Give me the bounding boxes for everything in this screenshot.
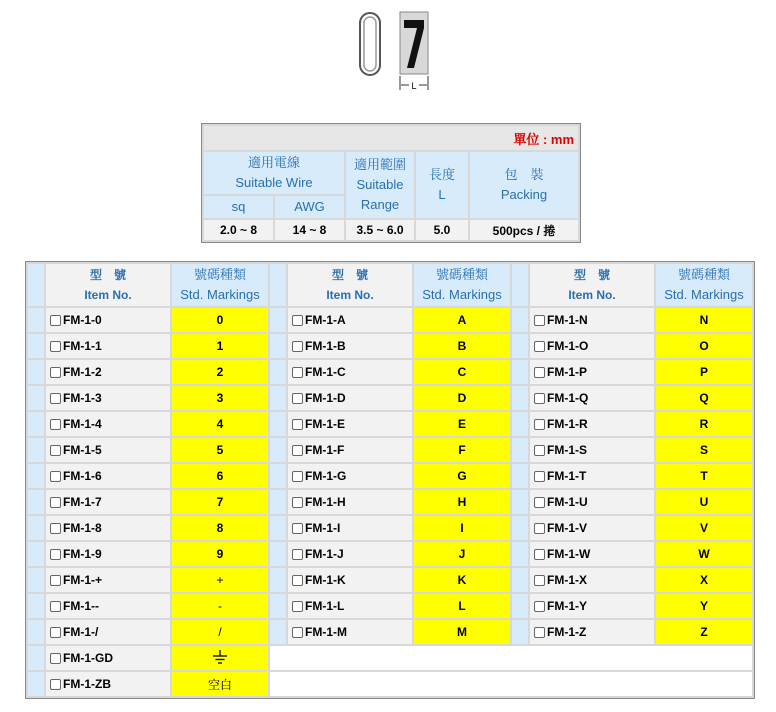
item-no-label: FM-1-6 bbox=[63, 469, 102, 483]
item-no-label: FM-1-3 bbox=[63, 391, 102, 405]
row-side-cell bbox=[512, 386, 528, 410]
item-checkbox[interactable] bbox=[292, 601, 303, 612]
item-no-label: FM-1-V bbox=[547, 521, 587, 535]
packing-header: 包 裝 Packing bbox=[470, 152, 578, 218]
marking-cell: J bbox=[414, 542, 510, 566]
marking-cell: Y bbox=[656, 594, 752, 618]
ground-symbol-icon bbox=[211, 649, 229, 667]
item-checkbox[interactable] bbox=[534, 549, 545, 560]
row-side-cell bbox=[270, 308, 286, 332]
item-no-label: FM-1-W bbox=[547, 547, 591, 561]
std-markings-header: 號碼種類 Std. Markings bbox=[172, 264, 268, 306]
item-no-label: FM-1-M bbox=[305, 625, 347, 639]
row-side-cell bbox=[270, 568, 286, 592]
marking-cell: U bbox=[656, 490, 752, 514]
item-checkbox[interactable] bbox=[534, 341, 545, 352]
item-checkbox[interactable] bbox=[50, 523, 61, 534]
packing-value: 500pcs / 捲 bbox=[470, 220, 578, 240]
item-checkbox[interactable] bbox=[534, 601, 545, 612]
item-checkbox[interactable] bbox=[292, 445, 303, 456]
marking-cell: F bbox=[414, 438, 510, 462]
item-checkbox[interactable] bbox=[292, 549, 303, 560]
item-no-label: FM-1-B bbox=[305, 339, 346, 353]
item-no-label: FM-1-Y bbox=[547, 599, 587, 613]
row-side-cell bbox=[28, 516, 44, 540]
item-no-cell[interactable] bbox=[46, 672, 170, 696]
item-no-label: FM-1-D bbox=[305, 391, 346, 405]
row-side-cell bbox=[270, 516, 286, 540]
item-no-cell[interactable] bbox=[530, 464, 654, 488]
item-checkbox[interactable] bbox=[50, 445, 61, 456]
item-no-header: 型 號 Item No. bbox=[530, 264, 654, 306]
item-no-cell[interactable] bbox=[46, 386, 170, 410]
side-column-header bbox=[28, 264, 44, 306]
row-side-cell bbox=[28, 412, 44, 436]
item-no-cell[interactable] bbox=[46, 568, 170, 592]
item-no-label: FM-1-K bbox=[305, 573, 346, 587]
item-no-label: FM-1-G bbox=[305, 469, 347, 483]
suitable-wire-header: 適用電線 Suitable Wire bbox=[204, 152, 344, 194]
row-side-cell bbox=[28, 620, 44, 644]
item-no-label: FM-1-R bbox=[547, 417, 588, 431]
item-checkbox[interactable] bbox=[292, 497, 303, 508]
item-no-cell[interactable] bbox=[530, 620, 654, 644]
item-checkbox[interactable] bbox=[50, 497, 61, 508]
markings-header-row bbox=[28, 264, 752, 306]
table-row bbox=[28, 620, 752, 644]
dimension-label: L bbox=[411, 81, 417, 90]
item-no-label: FM-1-X bbox=[547, 573, 587, 587]
item-no-cell[interactable] bbox=[46, 516, 170, 540]
row-side-cell bbox=[28, 568, 44, 592]
sq-header: sq bbox=[204, 196, 273, 218]
item-checkbox[interactable] bbox=[50, 679, 61, 690]
marking-cell: 1 bbox=[172, 334, 268, 358]
row-side-cell bbox=[28, 386, 44, 410]
item-no-cell[interactable] bbox=[288, 516, 412, 540]
row-side-cell bbox=[28, 360, 44, 384]
item-no-label: FM-1-1 bbox=[63, 339, 102, 353]
item-no-cell[interactable] bbox=[288, 620, 412, 644]
marking-cell: 8 bbox=[172, 516, 268, 540]
item-checkbox[interactable] bbox=[534, 497, 545, 508]
side-column-header bbox=[270, 264, 286, 306]
item-checkbox[interactable] bbox=[50, 549, 61, 560]
item-no-cell[interactable] bbox=[530, 438, 654, 462]
table-row bbox=[28, 360, 752, 384]
marking-cell: 空白 bbox=[172, 672, 268, 696]
wire-marker-illustration bbox=[356, 10, 436, 90]
range-value: 3.5 ~ 6.0 bbox=[346, 220, 414, 240]
item-no-cell[interactable] bbox=[288, 334, 412, 358]
item-no-label: FM-1-S bbox=[547, 443, 587, 457]
item-no-header: 型 號 Item No. bbox=[288, 264, 412, 306]
item-no-cell[interactable] bbox=[46, 542, 170, 566]
row-side-cell bbox=[512, 594, 528, 618]
row-side-cell bbox=[512, 568, 528, 592]
marking-cell: E bbox=[414, 412, 510, 436]
item-no-cell[interactable] bbox=[46, 594, 170, 618]
item-no-cell[interactable] bbox=[288, 464, 412, 488]
table-row bbox=[28, 308, 752, 332]
row-side-cell bbox=[512, 542, 528, 566]
table-row bbox=[28, 672, 752, 696]
table-row bbox=[28, 490, 752, 514]
item-no-label: FM-1-GD bbox=[63, 651, 113, 665]
marking-cell: K bbox=[414, 568, 510, 592]
side-column-header bbox=[512, 264, 528, 306]
item-checkbox[interactable] bbox=[50, 627, 61, 638]
item-no-cell[interactable] bbox=[530, 412, 654, 436]
marking-cell: - bbox=[172, 594, 268, 618]
item-no-label: FM-1-J bbox=[305, 547, 344, 561]
item-no-label: FM-1-0 bbox=[63, 313, 102, 327]
item-no-cell[interactable] bbox=[46, 464, 170, 488]
row-side-cell bbox=[28, 490, 44, 514]
row-side-cell bbox=[28, 594, 44, 618]
row-side-cell bbox=[270, 360, 286, 384]
item-checkbox[interactable] bbox=[50, 601, 61, 612]
marking-cell: 3 bbox=[172, 386, 268, 410]
marking-cell: 4 bbox=[172, 412, 268, 436]
item-no-header: 型 號 Item No. bbox=[46, 264, 170, 306]
length-value: 5.0 bbox=[416, 220, 468, 240]
item-checkbox[interactable] bbox=[292, 341, 303, 352]
marking-cell: N bbox=[656, 308, 752, 332]
item-checkbox[interactable] bbox=[292, 523, 303, 534]
item-no-label: FM-1-Z bbox=[547, 625, 587, 639]
empty-area bbox=[270, 672, 752, 696]
item-no-label: FM-1-A bbox=[305, 313, 346, 327]
item-no-cell[interactable] bbox=[288, 542, 412, 566]
item-checkbox[interactable] bbox=[292, 627, 303, 638]
marking-cell: 5 bbox=[172, 438, 268, 462]
item-checkbox[interactable] bbox=[292, 419, 303, 430]
marking-cell bbox=[172, 646, 268, 670]
length-header: 長度 L bbox=[416, 152, 468, 218]
row-side-cell bbox=[270, 620, 286, 644]
item-no-cell[interactable] bbox=[530, 360, 654, 384]
row-side-cell bbox=[270, 542, 286, 566]
item-checkbox[interactable] bbox=[50, 341, 61, 352]
marking-cell: B bbox=[414, 334, 510, 358]
item-checkbox[interactable] bbox=[292, 367, 303, 378]
item-checkbox[interactable] bbox=[534, 575, 545, 586]
item-checkbox[interactable] bbox=[50, 367, 61, 378]
item-no-label: FM-1-ZB bbox=[63, 677, 111, 691]
row-side-cell bbox=[28, 672, 44, 696]
item-no-cell[interactable] bbox=[46, 490, 170, 514]
row-side-cell bbox=[512, 308, 528, 332]
item-checkbox[interactable] bbox=[534, 445, 545, 456]
item-no-label: FM-1-L bbox=[305, 599, 345, 613]
item-no-label: FM-1-7 bbox=[63, 495, 102, 509]
row-side-cell bbox=[270, 464, 286, 488]
sq-value: 2.0 ~ 8 bbox=[204, 220, 273, 240]
item-no-cell[interactable] bbox=[288, 594, 412, 618]
marking-cell: G bbox=[414, 464, 510, 488]
item-no-label: FM-1-4 bbox=[63, 417, 102, 431]
row-side-cell bbox=[28, 438, 44, 462]
item-no-cell[interactable] bbox=[288, 360, 412, 384]
item-no-cell[interactable] bbox=[46, 360, 170, 384]
awg-value: 14 ~ 8 bbox=[275, 220, 344, 240]
item-no-cell[interactable] bbox=[46, 334, 170, 358]
marking-cell: V bbox=[656, 516, 752, 540]
marking-cell: Z bbox=[656, 620, 752, 644]
unit-label: 單位 : mm bbox=[204, 126, 578, 150]
marking-cell: P bbox=[656, 360, 752, 384]
table-row bbox=[28, 438, 752, 462]
item-checkbox[interactable] bbox=[50, 315, 61, 326]
item-no-label: FM-1-9 bbox=[63, 547, 102, 561]
item-no-cell[interactable] bbox=[288, 412, 412, 436]
marking-cell: 0 bbox=[172, 308, 268, 332]
row-side-cell bbox=[512, 464, 528, 488]
item-no-label: FM-1-U bbox=[547, 495, 588, 509]
marking-cell: 6 bbox=[172, 464, 268, 488]
std-markings-header: 號碼種類 Std. Markings bbox=[656, 264, 752, 306]
marking-cell: H bbox=[414, 490, 510, 514]
marker-seven-icon bbox=[400, 12, 428, 74]
marking-cell: W bbox=[656, 542, 752, 566]
row-side-cell bbox=[270, 438, 286, 462]
marking-cell: Q bbox=[656, 386, 752, 410]
marking-cell: + bbox=[172, 568, 268, 592]
marker-ring-icon bbox=[360, 13, 380, 75]
row-side-cell bbox=[270, 334, 286, 358]
marking-cell: S bbox=[656, 438, 752, 462]
table-row bbox=[28, 568, 752, 592]
table-row bbox=[28, 412, 752, 436]
row-side-cell bbox=[512, 620, 528, 644]
item-no-cell[interactable] bbox=[46, 308, 170, 332]
item-no-label: FM-1-O bbox=[547, 339, 589, 353]
item-no-cell[interactable] bbox=[530, 490, 654, 514]
marking-cell: O bbox=[656, 334, 752, 358]
marking-cell: L bbox=[414, 594, 510, 618]
item-no-cell[interactable] bbox=[46, 412, 170, 436]
table-row bbox=[28, 594, 752, 618]
row-side-cell bbox=[512, 412, 528, 436]
item-checkbox[interactable] bbox=[50, 419, 61, 430]
item-no-cell[interactable] bbox=[530, 594, 654, 618]
item-no-cell[interactable] bbox=[46, 646, 170, 670]
item-checkbox[interactable] bbox=[292, 315, 303, 326]
item-no-cell[interactable] bbox=[530, 568, 654, 592]
row-side-cell bbox=[270, 386, 286, 410]
item-checkbox[interactable] bbox=[534, 315, 545, 326]
item-no-label: FM-1-C bbox=[305, 365, 346, 379]
marking-cell: D bbox=[414, 386, 510, 410]
marking-cell: A bbox=[414, 308, 510, 332]
row-side-cell bbox=[512, 360, 528, 384]
item-no-label: FM-1-P bbox=[547, 365, 587, 379]
item-no-cell[interactable] bbox=[530, 308, 654, 332]
item-no-cell[interactable] bbox=[288, 438, 412, 462]
item-checkbox[interactable] bbox=[534, 523, 545, 534]
suitable-range-header: 適用範圍 Suitable Range bbox=[346, 152, 414, 218]
row-side-cell bbox=[270, 490, 286, 514]
row-side-cell bbox=[28, 308, 44, 332]
item-no-label: FM-1-+ bbox=[63, 573, 102, 587]
item-no-cell[interactable] bbox=[530, 386, 654, 410]
item-no-cell[interactable] bbox=[530, 516, 654, 540]
row-side-cell bbox=[28, 542, 44, 566]
marking-cell: M bbox=[414, 620, 510, 644]
item-no-label: FM-1-5 bbox=[63, 443, 102, 457]
row-side-cell bbox=[512, 334, 528, 358]
marking-cell: / bbox=[172, 620, 268, 644]
item-no-cell[interactable] bbox=[288, 386, 412, 410]
item-no-cell[interactable] bbox=[46, 620, 170, 644]
item-no-label: FM-1-8 bbox=[63, 521, 102, 535]
item-checkbox[interactable] bbox=[534, 627, 545, 638]
markings-table bbox=[25, 261, 755, 699]
spec-table bbox=[201, 123, 581, 243]
item-no-label: FM-1-N bbox=[547, 313, 588, 327]
table-row bbox=[28, 542, 752, 566]
item-no-cell[interactable] bbox=[530, 542, 654, 566]
item-no-cell[interactable] bbox=[530, 334, 654, 358]
item-checkbox[interactable] bbox=[292, 471, 303, 482]
item-no-label: FM-1-H bbox=[305, 495, 346, 509]
item-checkbox[interactable] bbox=[292, 575, 303, 586]
row-side-cell bbox=[28, 334, 44, 358]
table-row bbox=[28, 646, 752, 670]
item-checkbox[interactable] bbox=[534, 471, 545, 482]
marking-cell: 2 bbox=[172, 360, 268, 384]
row-side-cell bbox=[512, 490, 528, 514]
row-side-cell bbox=[28, 464, 44, 488]
awg-header: AWG bbox=[275, 196, 344, 218]
item-checkbox[interactable] bbox=[50, 471, 61, 482]
item-checkbox[interactable] bbox=[50, 653, 61, 664]
table-row bbox=[28, 386, 752, 410]
item-checkbox[interactable] bbox=[534, 419, 545, 430]
item-no-cell[interactable] bbox=[288, 490, 412, 514]
marking-cell: R bbox=[656, 412, 752, 436]
empty-area bbox=[270, 646, 752, 670]
item-no-label: FM-1-Q bbox=[547, 391, 589, 405]
table-row bbox=[28, 516, 752, 540]
item-no-label: FM-1-T bbox=[547, 469, 587, 483]
item-no-label: FM-1-I bbox=[305, 521, 341, 535]
table-row bbox=[28, 464, 752, 488]
item-no-label: FM-1-/ bbox=[63, 625, 99, 639]
item-no-cell[interactable] bbox=[288, 568, 412, 592]
row-side-cell bbox=[512, 516, 528, 540]
item-no-label: FM-1-2 bbox=[63, 365, 102, 379]
item-no-cell[interactable] bbox=[288, 308, 412, 332]
item-no-label: FM-1-E bbox=[305, 417, 345, 431]
item-no-label: FM-1-F bbox=[305, 443, 345, 457]
item-checkbox[interactable] bbox=[534, 393, 545, 404]
std-markings-header: 號碼種類 Std. Markings bbox=[414, 264, 510, 306]
marking-cell: X bbox=[656, 568, 752, 592]
marking-cell: C bbox=[414, 360, 510, 384]
marking-cell: 7 bbox=[172, 490, 268, 514]
row-side-cell bbox=[270, 594, 286, 618]
item-no-cell[interactable] bbox=[46, 438, 170, 462]
item-checkbox[interactable] bbox=[534, 367, 545, 378]
item-checkbox[interactable] bbox=[50, 393, 61, 404]
marking-cell: T bbox=[656, 464, 752, 488]
table-row bbox=[28, 334, 752, 358]
item-checkbox[interactable] bbox=[50, 575, 61, 586]
item-no-label: FM-1-- bbox=[63, 599, 99, 613]
marking-cell: I bbox=[414, 516, 510, 540]
row-side-cell bbox=[28, 646, 44, 670]
item-checkbox[interactable] bbox=[292, 393, 303, 404]
row-side-cell bbox=[270, 412, 286, 436]
row-side-cell bbox=[512, 438, 528, 462]
marking-cell: 9 bbox=[172, 542, 268, 566]
